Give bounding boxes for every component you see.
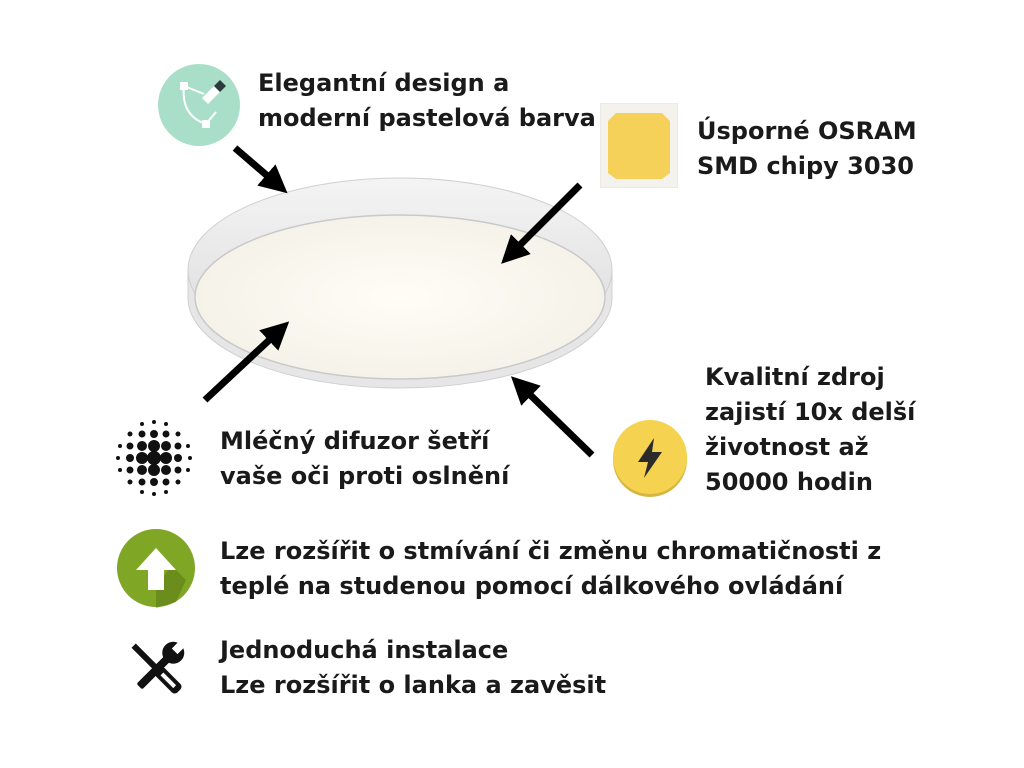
arrow-chips bbox=[510, 185, 580, 255]
lightning-bolt-icon bbox=[610, 418, 690, 498]
arrow-power bbox=[520, 385, 592, 455]
upload-arrow-icon bbox=[116, 528, 196, 608]
dot-pattern-icon bbox=[112, 416, 196, 500]
arrow-design bbox=[235, 148, 278, 185]
power-label: Kvalitní zdroj zajistí 10x delší životnost až 50000 hodin bbox=[705, 363, 916, 496]
diffuser-label: Mléčný difuzor šetří vaše oči proti oslnění bbox=[220, 427, 510, 490]
install-label: Jednoduchá instalace Lze rozšířit o lanka a zavěsit bbox=[220, 636, 607, 699]
led-chip-icon bbox=[600, 103, 678, 188]
wrench-screwdriver-icon bbox=[120, 632, 194, 706]
design-icon bbox=[158, 64, 240, 146]
arrow-diffuser bbox=[205, 330, 280, 400]
chips-label: Úsporné OSRAM SMD chipy 3030 bbox=[697, 117, 917, 180]
dimming-label: Lze rozšířit o stmívání či změnu chromatičnosti z teplé na studenou pomocí dálkového ovládání bbox=[220, 537, 882, 600]
design-label: Elegantní design a moderní pastelová barva bbox=[258, 69, 596, 132]
